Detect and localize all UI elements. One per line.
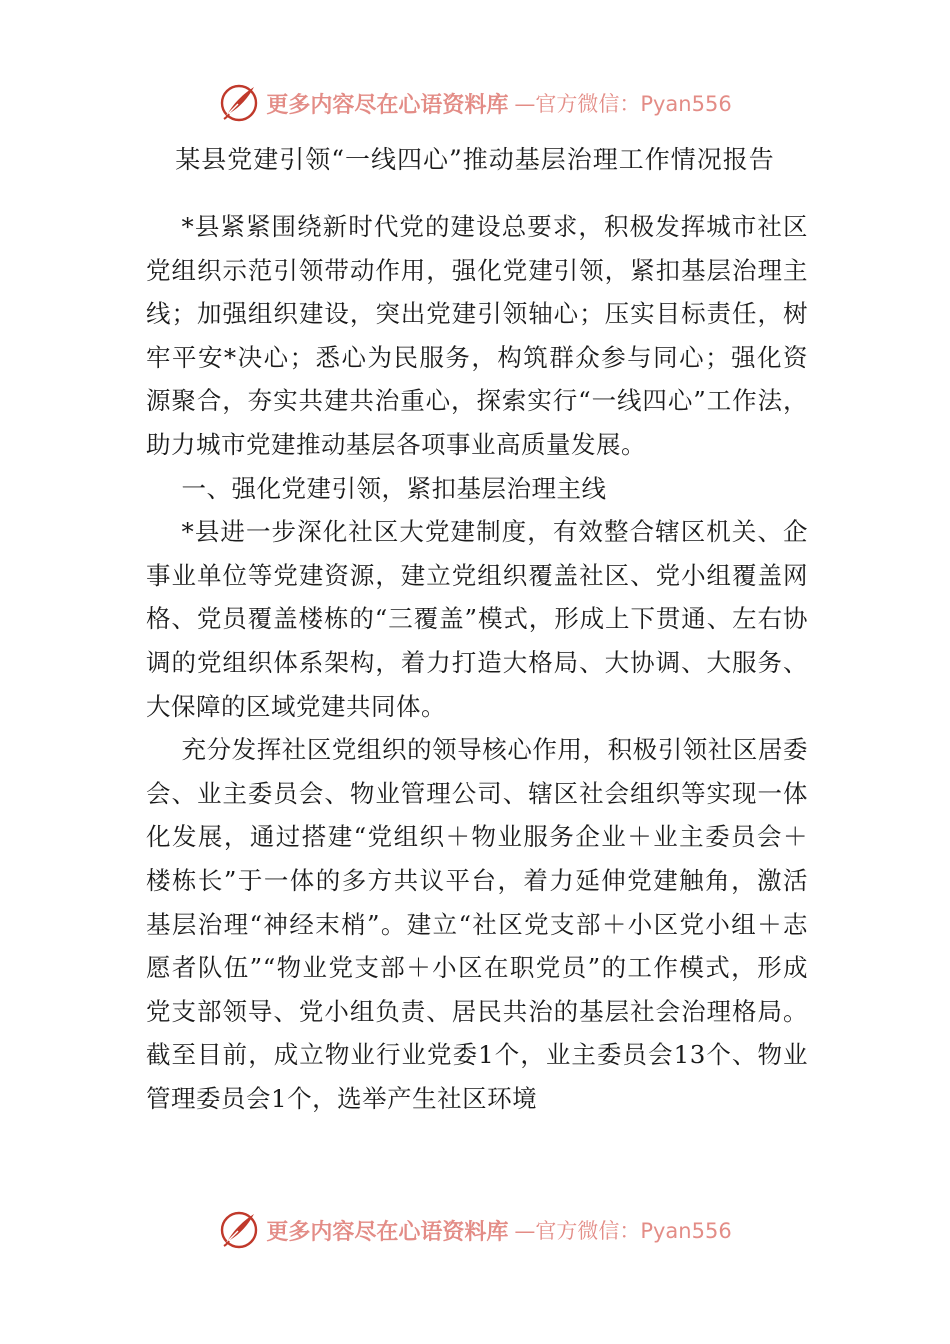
document-body — [146, 205, 808, 1120]
intro-paragraph: *县紧紧围绕新时代党的建设总要求，积极发挥城市社区党组织示范引领带动作用，强化党建引领，紧扣基层治理主线；加强组织建设，突出党建引领轴心；压实目标责任，树牢平安*决心；悉心为民服务，构筑群众参与同心；强化资源聚合，夯实共建共治重心，探索实行“一线四心”工作法，助力城市党建推动基层各项事业高质量发展。 — [146, 212, 808, 459]
body-paragraph-2: 充分发挥社区党组织的领导核心作用，积极引领社区居委会、业主委员会、物业管理公司、辖区社会组织等实现一体化发展，通过搭建“党组织＋物业服务企业＋业主委员会＋楼栋长”于一体的多方共议平台，着力延伸党建触角，激活基层治理“神经末梢”。建立“社区党支部＋小区党小组＋志愿者队伍”“物业党支部＋小区在职党员”的工作模式，形成党支部领导、党小组负责、居民共治的基层社会治理格局。截至目前，成立物业行业党委1个，业主委员会13个、物业管理委员会1个，选举产生社区环境 — [146, 735, 808, 1113]
section-heading-1: 一、强化党建引领，紧扣基层治理主线 — [181, 473, 607, 503]
footer-banner — [0, 1205, 950, 1255]
document-title: 某县党建引领“一线四心”推动基层治理工作情况报告 — [175, 145, 775, 174]
banner-brand-text: 更多内容尽在心语资料库 — [266, 91, 509, 118]
banner-contact-text: —官方微信：Pyan556 — [514, 92, 732, 116]
quill-logo-icon — [218, 82, 260, 124]
banner-contact-text: —官方微信：Pyan556 — [514, 1219, 732, 1243]
banner-brand-text: 更多内容尽在心语资料库 — [266, 1218, 509, 1245]
body-paragraph-1: *县进一步深化社区大党建制度，有效整合辖区机关、企事业单位等党建资源，建立党组织覆盖社区、党小组覆盖网格、党员覆盖楼栋的“三覆盖”模式，形成上下贯通、左右协调的党组织体系架构，着力打造大格局、大协调、大服务、大保障的区域党建共同体。 — [146, 517, 808, 721]
header-banner — [0, 78, 950, 128]
quill-logo-icon — [218, 1209, 260, 1251]
